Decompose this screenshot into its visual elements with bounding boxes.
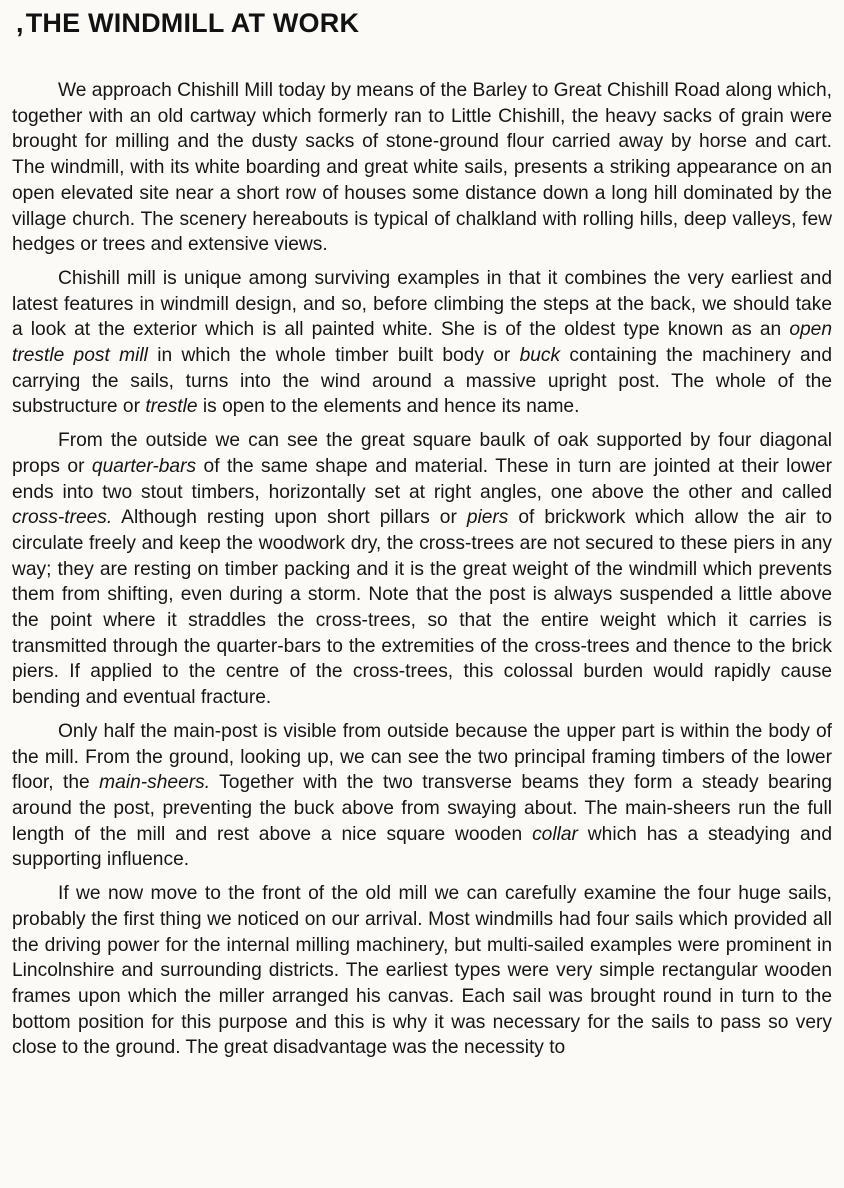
title-stray-mark: , — [16, 8, 24, 38]
text-run: Only half the main-post is visible from outside because the upper part is within the body of the mill. From the ground, looking up, we can see the two principal framing timbers of the lower floor, the — [12, 720, 832, 794]
text-run: Although resting upon short pillars or — [112, 507, 467, 529]
paragraph-4 — [12, 719, 832, 873]
text-run: From the outside we can see the great square baulk of oak supported by four diagonal props or — [12, 430, 832, 477]
italic-term: open trestle post mill — [12, 319, 832, 367]
italic-term: quarter-bars — [91, 455, 197, 477]
text-run: of the same shape and material. These in turn are jointed at their lower ends into two stout timbers, horizontally set at right angles, one above the other and called — [12, 455, 832, 503]
article-body — [12, 78, 832, 1061]
title-text: THE WINDMILL AT WORK — [25, 8, 360, 38]
italic-term: collar — [532, 823, 578, 845]
text-run: Chishill mill is unique among surviving examples in that it combines the very earliest and latest features in windmill design, and so, before climbing the steps at the back, we should take a look at the exterior which is all painted white. She is of the oldest type known as an — [12, 267, 832, 341]
paragraph-3 — [12, 428, 832, 711]
text-run: containing the machinery and carrying the sails, turns into the wind around a massive upright post. The whole of the substructure or — [12, 345, 833, 418]
paragraph-1 — [12, 78, 832, 258]
paragraph-2 — [12, 266, 832, 420]
text-run: is open to the elements and hence its name. — [197, 396, 580, 418]
italic-term: main-sheers. — [99, 772, 211, 794]
text-run: which has a steadying and supporting influence. — [12, 823, 832, 871]
italic-term: buck — [519, 345, 561, 367]
italic-term: piers — [466, 507, 509, 529]
text-run: of brickwork which allow the air to circulate freely and keep the woodwork dry, the cross-trees are not secured to these piers in any way; they are resting on timber packing and it is the great weight of the windmill which prevents them from shifting, even during a storm. Note that the post is always suspended a little above the point where it straddles the cross-trees, so that the entire weight which it carries is transmitted through the quarter-bars to the extremities of the cross-trees and thence to the brick piers. If applied to the centre of the cross-trees, this colossal burden would rapidly cause bending and eventual fracture. — [12, 507, 832, 709]
italic-term: cross-trees. — [12, 507, 113, 529]
italic-term: trestle — [145, 396, 198, 418]
text-run: We approach Chishill Mill today by means of the Barley to Great Chishill Road along which, together with an old cartway which formerly ran to Little Chishill, the heavy sacks of grain were brought for milling and the dusty sacks of stone-ground flour carried away by horse and cart. The windmill, with its white boarding and great white sails, presents a striking appearance on an open elevated site near a short row of houses some distance down a long hill dominated by the village church. The scenery hereabouts is typical of chalkland with rolling hills, deep valleys, few hedges or trees and extensive views. — [12, 80, 832, 256]
text-run: If we now move to the front of the old mill we can carefully examine the four huge sails, probably the first thing we noticed on our arrival. Most windmills had four sails which provided all the driving power for the internal milling machinery, but multi-sailed examples were prominent in Lincolnshire and surrounding districts. The earliest types were very simple rectangular wooden frames upon which the miller arranged his canvas. Each sail was brought round in turn to the bottom position for this purpose and this is why it was necessary for the sails to pass so very close to the ground. The great disadvantage was the necessity to — [12, 883, 832, 1059]
text-run: in which the whole timber built body or — [147, 345, 520, 367]
paragraph-5 — [12, 881, 832, 1061]
page-title — [16, 6, 832, 40]
text-run: Together with the two transverse beams they form a steady bearing around the post, preventing the buck above from swaying about. The main-sheers run the full length of the mill and rest above a nice square wooden — [12, 772, 832, 845]
